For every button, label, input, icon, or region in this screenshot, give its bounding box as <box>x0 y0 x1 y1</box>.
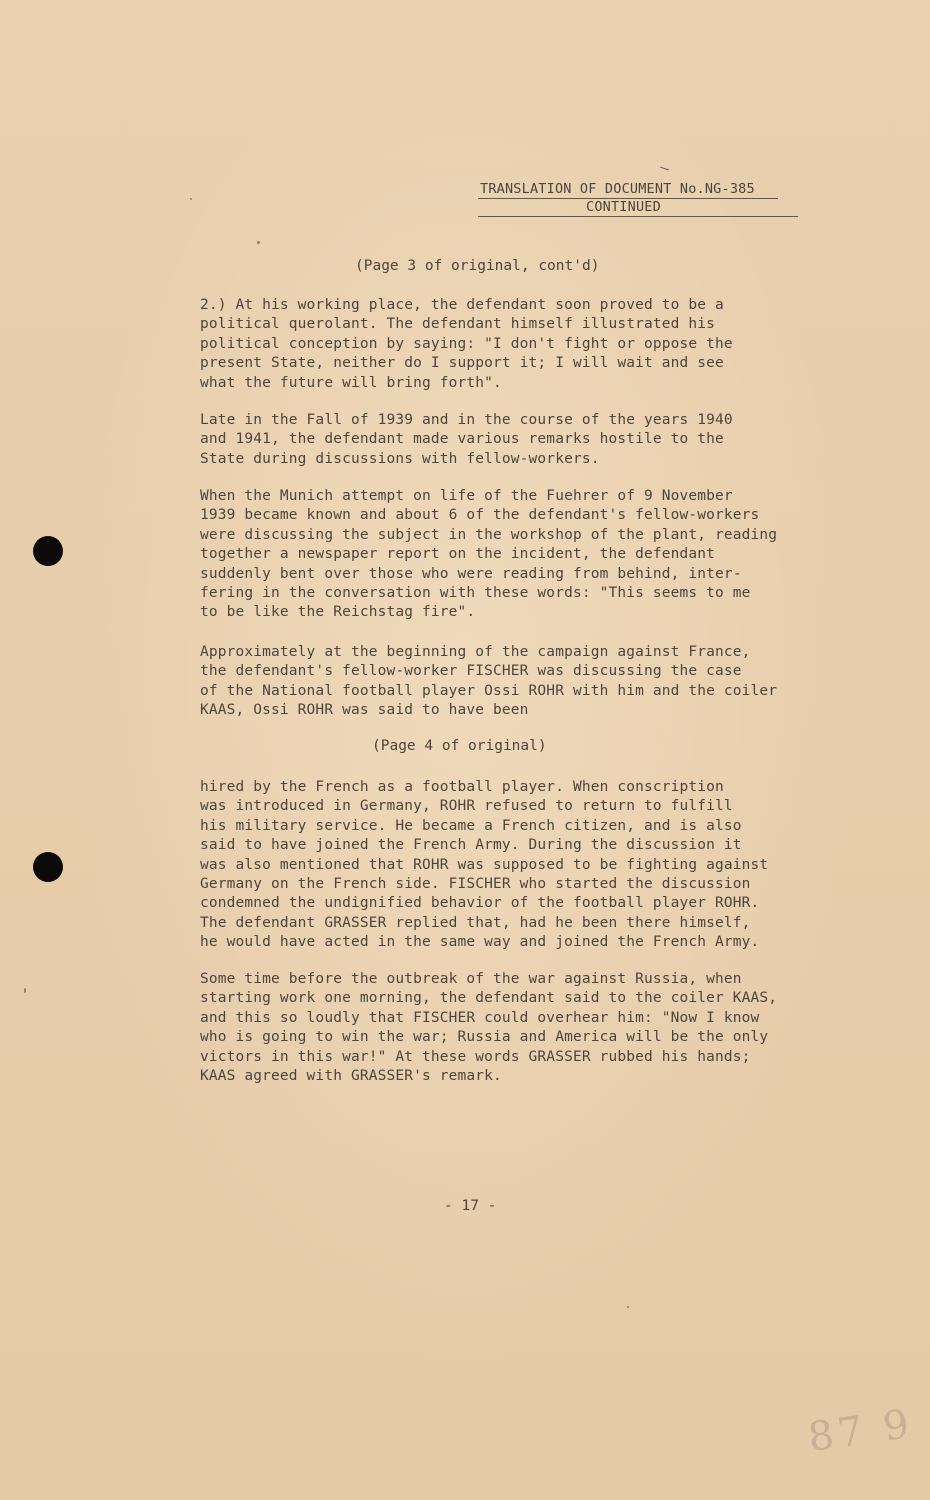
text-line: what the future will bring forth". <box>200 374 502 391</box>
speck <box>257 241 260 244</box>
stray-mark <box>660 167 669 171</box>
text-line: KAAS, Ossi ROHR was said to have been <box>200 702 529 719</box>
punch-hole <box>33 852 63 882</box>
text-line: and this so loudly that FISCHER could overhear him: "Now I know <box>200 1009 760 1026</box>
text-line: 2.) At his working place, the defendant soon proved to be a <box>200 297 724 313</box>
text-line: Approximately at the beginning of the campaign against France, <box>200 644 751 660</box>
text-line: Germany on the French side. FISCHER who started the discussion <box>200 876 751 893</box>
text-line: State during discussions with fellow-workers. <box>200 450 600 467</box>
text-line: 1939 became known and about 6 of the defendant's fellow-workers <box>200 507 760 524</box>
page-number: - 17 - <box>444 1198 497 1214</box>
text-line: his military service. He became a French citizen, and is also <box>200 817 742 834</box>
header-underline <box>478 198 778 199</box>
text-line: together a newspaper report on the incident, the defendant <box>200 546 716 563</box>
text-line: present State, neither do I support it; I will wait and see <box>200 355 724 372</box>
text-line: Late in the Fall of 1939 and in the course of the years 1940 <box>200 412 733 428</box>
text-line: victors in this war!" At these words GRASSER rubbed his hands; <box>200 1048 751 1065</box>
text-line: the defendant's fellow-worker FISCHER was discussing the case <box>200 663 742 680</box>
text-line: condemned the undignified behavior of the football player ROHR. <box>200 895 760 912</box>
text-line: hired by the French as a football player. When conscription <box>200 779 724 795</box>
text-line: who is going to win the war; Russia and America will be the only <box>200 1029 769 1046</box>
page-4-caption: (Page 4 of original) <box>372 738 547 754</box>
text-line: was introduced in Germany, ROHR refused to return to fulfill <box>200 798 733 815</box>
paragraph-rohr <box>200 778 840 953</box>
paragraph-remarks <box>200 411 840 469</box>
text-line: political querolant. The defendant himself illustrated his <box>200 316 716 333</box>
punch-hole <box>33 536 63 566</box>
paragraph-munich <box>200 487 840 623</box>
text-line: was also mentioned that ROHR was supposed to be fighting against <box>200 856 769 873</box>
text-line: fering in the conversation with these words: "This seems to me <box>200 585 751 602</box>
header-underline-2 <box>478 216 798 217</box>
text-line: of the National football player Ossi ROHR with him and the coiler <box>200 682 778 699</box>
text-line: starting work one morning, the defendant said to the coiler KAAS, <box>200 990 778 1007</box>
header-continued: CONTINUED <box>586 199 661 215</box>
text-line: When the Munich attempt on life of the Fuehrer of 9 November <box>200 488 733 504</box>
paragraph-france <box>200 643 840 721</box>
paragraph-russia <box>200 970 840 1086</box>
text-line: suddenly bent over those who were reading from behind, inter- <box>200 565 742 582</box>
speck <box>627 1306 629 1308</box>
text-line: he would have acted in the same way and joined the French Army. <box>200 934 760 951</box>
speck <box>190 198 192 200</box>
page-3-caption: (Page 3 of original, cont'd) <box>355 258 600 274</box>
header-title: TRANSLATION OF DOCUMENT No.NG-385 <box>480 181 755 197</box>
paragraph-querolant <box>200 296 840 393</box>
text-line: said to have joined the French Army. During the discussion it <box>200 837 742 854</box>
text-line: Some time before the outbreak of the war against Russia, when <box>200 971 742 987</box>
text-line: were discussing the subject in the workshop of the plant, reading <box>200 526 778 543</box>
document-header <box>478 180 798 216</box>
pencil-annotation: 87 9 <box>805 1400 916 1462</box>
speck <box>24 988 26 993</box>
text-line: to be like the Reichstag fire". <box>200 604 476 621</box>
text-line: KAAS agreed with GRASSER's remark. <box>200 1068 502 1085</box>
text-line: and 1941, the defendant made various remarks hostile to the <box>200 431 724 448</box>
text-line: The defendant GRASSER replied that, had he been there himself, <box>200 914 751 931</box>
text-line: political conception by saying: "I don't fight or oppose the <box>200 335 733 352</box>
